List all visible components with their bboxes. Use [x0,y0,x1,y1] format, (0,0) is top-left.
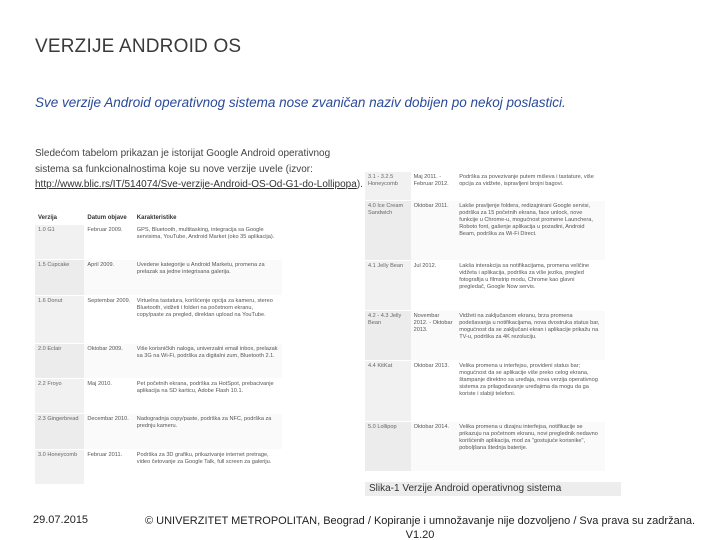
version-cell: 4.0 Ice Cream Sandwich [365,200,411,261]
version-cell: 5.0 Lollipop [365,421,411,471]
date-cell: Februar 2009. [84,225,133,260]
table-row [35,343,282,378]
version-cell: 2.2 Froyo [35,379,84,414]
body-text-end: ). [356,179,363,190]
source-link[interactable]: http://www.blic.rs/IT/514074/Sve-verzije-Android-OS-Od-G1-do-Lollipopa [35,179,357,190]
table-row [35,260,282,295]
version-cell: 1.6 Donut [35,295,84,343]
footer-date: 29.07.2015 [33,514,89,526]
date-cell: Oktobar 2011. [411,200,457,261]
version-cell: 3.0 Honeycomb [35,449,84,484]
version-cell: 4.4 KitKat [365,361,411,422]
slide-title: VERZIJE ANDROID OS [35,36,242,57]
body-paragraph [35,146,365,193]
date-cell: Septembar 2009. [84,295,133,343]
date-cell: Februar 2011. [84,449,133,484]
features-cell: Lakše pravljenje foldera, redizajnirani Google servisi, podrška za 15 početnih ekrana, face unlock, nove funkcije u Chrome-u, mogućnost promene Launchera, Roboto font, gašenje aplikacija u pozadini, Android Beam, podrška za Wi-Fi Direct. [456,200,605,261]
version-cell: 4.1 Jelly Bean [365,261,411,311]
table-row [35,414,282,449]
version-cell: 3.1 - 3.2.5 Honeycomb [365,172,411,200]
features-cell: Velika promena u interfejsu, provideni status bar; mogućnost da se aplikacije više preko celog ekrana, štampanje direktno sa uređaja, nova verzija operativnog sistema za prilagođavanje uređajima da mogu da ga koriste i slabiji telefoni. [456,361,605,422]
table-row [365,311,605,361]
table-row [365,261,605,311]
version-cell: 1.5 Cupcake [35,260,84,295]
android-versions-table-right [365,172,605,472]
date-cell: Oktobar 2009. [84,343,133,378]
date-cell: Decembar 2010. [84,414,133,449]
features-cell: Virtuelna tastatura, korišćenje opcija za kameru, stereo Bluetooth, vidžeti i folderi na početnom ekranu, copy/paste za pregled, direktan upload na YouTube. [134,295,282,343]
features-cell: Uvedene kategorije u Android Marketu, promena za prelazak sa jedne integrisana galerija. [134,260,282,295]
version-cell: 1.0 G1 [35,225,84,260]
features-cell: Pet početnih ekrana, podrška za HotSpot, prebacivanje aplikacija na SD karticu, Adobe Flash 10.1. [134,379,282,414]
header-version: Verzija [35,213,84,225]
body-text: Sledećom tabelom prikazan je istorijat Google Android operativnog sistema sa funkcionalnostima koje su nove verzije uvele (izvor: [35,148,331,175]
table-row [35,295,282,343]
features-cell: Vidžeti na zaključanom ekranu, brza promena podešavanja u notifikacijama, nova dvostruka status bar, mogućnost da se zaključani ekran i aplikacije prikažu na TV-u, podrška za 4K rezoluciju. [456,311,605,361]
date-cell: Oktobar 2014. [411,421,457,471]
version-cell: 4.2 - 4.3 Jelly Bean [365,311,411,361]
features-cell: Nadogradnja copy/paste, podrška za NFC, podrška za prednju kameru. [134,414,282,449]
date-cell: Oktobar 2013. [411,361,457,422]
table-row [35,449,282,484]
features-cell: Više korisničkih naloga, univerzalni email inbox, prelazak sa 3G na Wi-Fi, podrška za digitalni zum, Bluetooth 2.1. [134,343,282,378]
android-versions-table-left [35,213,282,485]
version-cell: 2.3 Gingerbread [35,414,84,449]
table-row [365,172,605,200]
features-cell: Podrška za 3D grafiku, prikazivanje internet pretrage, video četovanje za Google Talk, full screen za galeriju. [134,449,282,484]
date-cell: Jul 2012. [411,261,457,311]
date-cell: Novembar 2012. - Oktobar 2013. [411,311,457,361]
features-cell: Velika promena u dizajnu interfejsa, notifikacije se prikazuju na početnom ekranu, novi preglednik nedavno korišćenih aplikacija, mod za "gostujuće korisnike", poboljšana štednja baterije. [456,421,605,471]
table-header-row [35,213,282,225]
table-row [365,421,605,471]
header-features: Karakteristike [134,213,282,225]
features-cell: Podrška za povezivanje putem miševa i tastature, više opcija za vidžete, ispravljeni brojni bagovi. [456,172,605,200]
figure-caption: Slika-1 Verzije Android operativnog sistema [365,482,621,496]
version-cell: 2.0 Eclair [35,343,84,378]
header-date: Datum objave [84,213,133,225]
table-row [365,361,605,422]
table-row [365,200,605,261]
features-cell: Lakša interakcija sa notifikacijama, promena veličine vidžeta i aplikacija, podrška za više jezika, pregled fotografija u filmstrip modu, Chrome kao glavni pregledač, Google Now servis. [456,261,605,311]
table-row [35,225,282,260]
date-cell: Maj 2010. [84,379,133,414]
table-row [35,379,282,414]
date-cell: Maj 2011. - Februar 2012. [411,172,457,200]
features-cell: GPS, Bluetooth, multitasking, integracija sa Google servisima, YouTube, Android Market (oko 35 aplikacija). [134,225,282,260]
date-cell: April 2009. [84,260,133,295]
footer-copyright: © UNIVERZITET METROPOLITAN, Beograd / Kopiranje i umnožavanje nije dozvoljeno / Sva prava su zadržana. V1.20 [145,515,695,540]
subtitle: Sve verzije Android operativnog sistema nose zvaničan naziv dobijen po nekoj poslastici. [35,95,566,110]
